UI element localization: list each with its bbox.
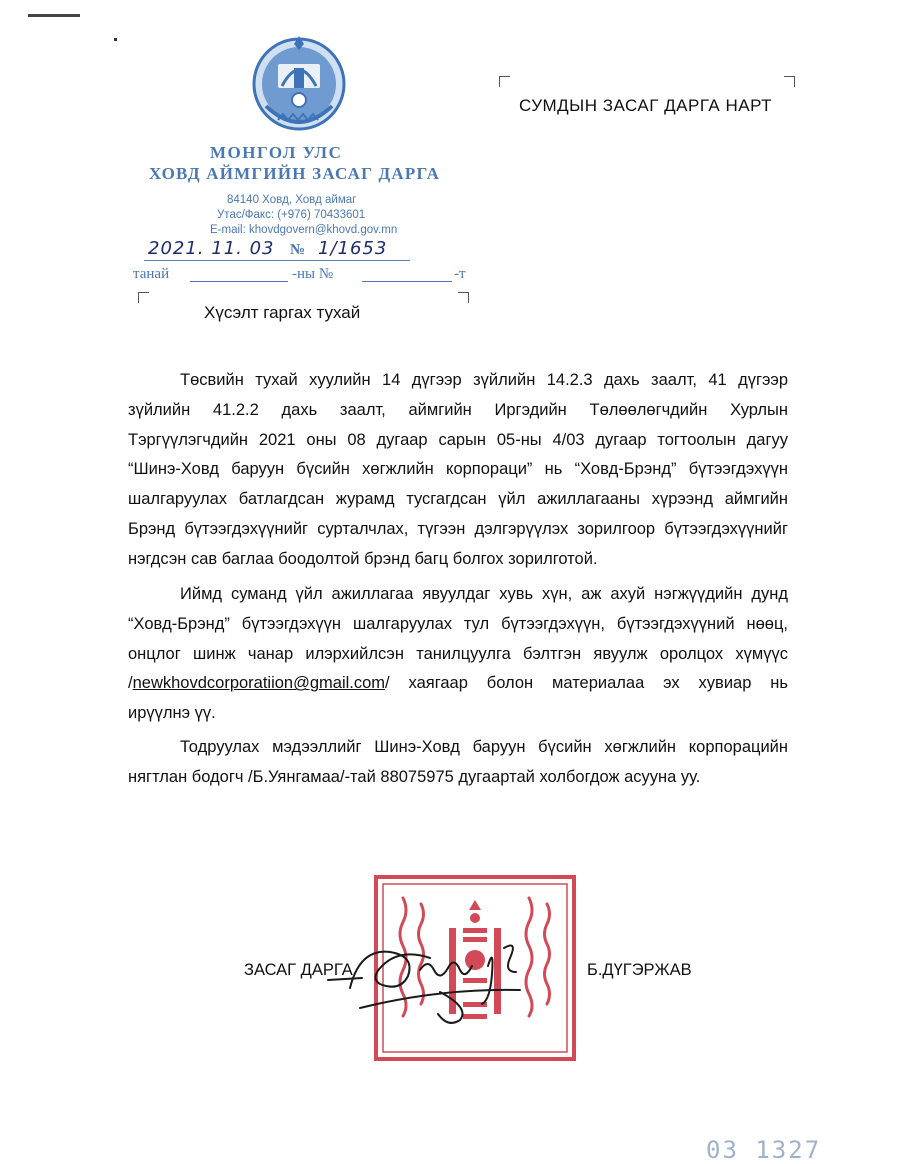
recipient-corner-left: [499, 76, 510, 87]
recipient-corner-right: [784, 76, 795, 87]
subject-corner-left: [138, 292, 149, 303]
email-suffix: / хаягаар болон материалаа эх хувиар нь: [385, 674, 788, 693]
body-line: ирүүлнэ үү.: [128, 704, 216, 723]
handwritten-signature: [320, 918, 560, 1030]
body-line-with-email: [128, 669, 788, 699]
your-ref-prefix: танай: [133, 266, 170, 282]
subject-corner-right: [458, 292, 469, 303]
body-line: онцлог шинж чанар илэрхийлсэн танилцуулга бэлтгэн явуулж оролцох хүмүүс: [128, 644, 788, 663]
registration-number-stamp: 03 1327: [706, 1136, 822, 1164]
address-email: E-mail: khovdgovern@khovd.gov.mn: [210, 224, 398, 236]
body-line: шалгаруулах батлагдсан журамд тусгагдсан үйл ажиллагааны хүрээнд аймгийн: [128, 490, 788, 509]
your-ref-number-blank: [362, 281, 452, 282]
body-line: Брэнд бүтээгдэхүүнийг сурталчлах, түгээн дэлгэрүүлэх зорилгоор бүтээгдэхүүнийг: [128, 519, 788, 538]
scan-dot: [114, 38, 117, 41]
body-paragraph-3: [128, 733, 788, 793]
your-ref-date-blank: [190, 281, 288, 282]
signatory-title: ЗАСАГ ДАРГА: [244, 961, 353, 979]
org-name: ХОВД АЙМГИЙН ЗАСАГ ДАРГА: [149, 164, 441, 183]
your-ref-suffix: -т: [454, 266, 466, 282]
body-line: Иймд суманд үйл ажиллагаа явуулдаг хувь хүн, аж ахуй нэгжүүдийн дунд: [180, 585, 788, 603]
org-country: МОНГОЛ УЛС: [210, 143, 343, 162]
contact-email-link[interactable]: newkhovdcorporatiion@gmail.com: [132, 674, 386, 693]
letter-number: 1/1653: [318, 238, 388, 259]
body-paragraph-1: [128, 366, 788, 575]
state-emblem-icon: [248, 34, 350, 138]
body-line: зүйлийн 41.2.2 дахь заалт, аймгийн Иргэдийн Төлөөлөгчдийн Хурлын: [128, 400, 788, 419]
recipient: СУМДЫН ЗАСАГ ДАРГА НАРТ: [519, 96, 773, 115]
body-line: Тэргүүлэгчдийн 2021 оны 08 дугаар сарын 05-ны 4/03 дугаар тогтоолын дагуу: [128, 430, 788, 449]
body-line: нягтлан бодогч /Б.Уянгамаа/-тай 88075975 дугаартай холбогдож асууна уу.: [128, 767, 701, 786]
email-prefix: /: [128, 674, 133, 693]
subject: Хүсэлт гаргах тухай: [204, 303, 361, 322]
address-line-1: 84140 Ховд, Ховд аймаг: [227, 194, 357, 206]
body-line: нэгдсэн сав баглаа боодолтой брэнд багц болгох зорилготой.: [128, 549, 598, 568]
signatory-name: Б.ДҮГЭРЖАВ: [587, 961, 692, 979]
your-ref-middle: -ны №: [292, 266, 334, 282]
address-phone: Утас/Факс: (+976) 70433601: [217, 209, 366, 221]
scan-mark-line: [28, 14, 80, 17]
body-line: Тодруулах мэдээллийг Шинэ-Ховд баруун бүсийн хөгжлийн корпорацийн: [180, 738, 788, 756]
number-label: №: [290, 242, 306, 258]
body-line: “Шинэ-Ховд баруун бүсийн хөгжлийн корпораци” нь “Ховд-Брэнд” бүтээгдэхүүн: [128, 460, 788, 479]
body-paragraph-2: [128, 580, 788, 729]
body-line: “Ховд-Брэнд” бүтээгдэхүүн шалгаруулах тул бүтээгдэхүүн, бүтээгдэхүүний нөөц,: [128, 614, 788, 633]
letter-date: 2021. 11. 03: [148, 238, 275, 259]
body-line: Төсвийн тухай хуулийн 14 дүгээр зүйлийн 14.2.3 дахь заалт, 41 дүгээр: [180, 371, 788, 389]
